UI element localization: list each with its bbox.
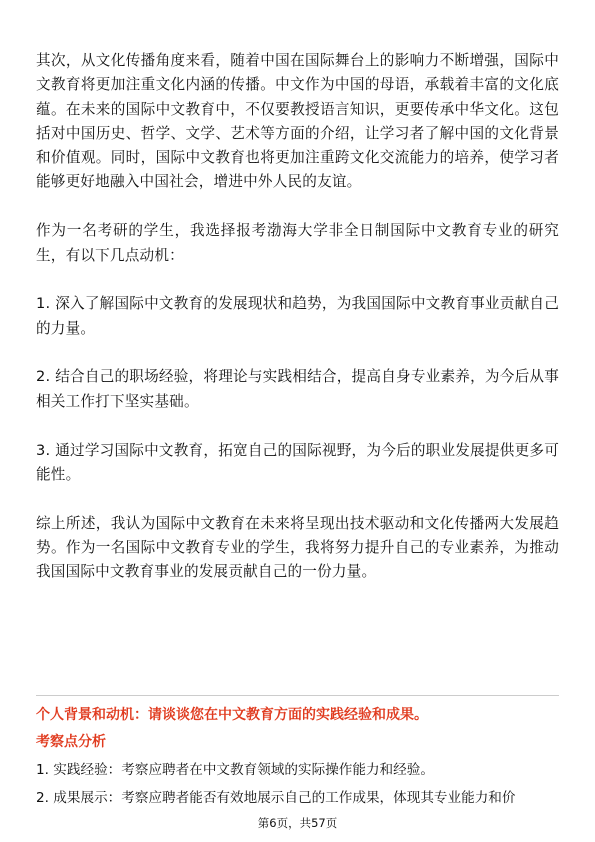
motivation-item-2: 2. 结合自己的职场经验，将理论与实践相结合，提高自身专业素养，为今后从事相关工作打下坚实基础。 (36, 368, 559, 410)
paragraph-culture: 其次，从文化传播角度来看，随着中国在国际舞台上的影响力不断增强，国际中文教育将更加注重文化内涵的传播。中文作为中国的母语，承载着丰富的文化底蕴。在未来的国际中文教育中，不仅要教授语言知识，更要传承中华文化。这包括对中国历史、哲学、文学、艺术等方面的介绍，让学习者了解中国的文化背景和价值观。同时，国际中文教育也将更加注重跨文化交流能力的培养，使学习者能够更好地融入中国社会，增进中外人民的友谊。 (36, 52, 559, 191)
analysis-heading: 考察点分析 (36, 734, 106, 750)
answer-body (36, 49, 559, 585)
analysis-point-2: 2. 成果展示：考察应聘者能否有效地展示自己的工作成果，体现其专业能力和价 (36, 790, 516, 806)
section-divider (36, 695, 559, 696)
motivation-item-1: 1. 深入了解国际中文教育的发展现状和趋势，为我国国际中文教育事业贡献自己的力量。 (36, 295, 559, 337)
paragraph-motivation-intro: 作为一名考研的学生，我选择报考渤海大学非全日制国际中文教育专业的研究生，有以下几点动机： (36, 222, 559, 264)
analysis-point-1: 1. 实践经验：考察应聘者在中文教育领域的实际操作能力和经验。 (36, 762, 434, 778)
paragraph-conclusion: 综上所述，我认为国际中文教育在未来将呈现出技术驱动和文化传播两大发展趋势。作为一名国际中文教育专业的学生，我将努力提升自己的专业素养，为推动我国国际中文教育事业的发展贡献自己的一份力量。 (36, 514, 559, 581)
motivation-item-3: 3. 通过学习国际中文教育，拓宽自己的国际视野，为今后的职业发展提供更多可能性。 (36, 441, 559, 483)
page-number: 第6页，共57页 (257, 816, 338, 830)
question-title: 个人背景和动机：请谈谈您在中文教育方面的实践经验和成果。 (36, 707, 428, 723)
